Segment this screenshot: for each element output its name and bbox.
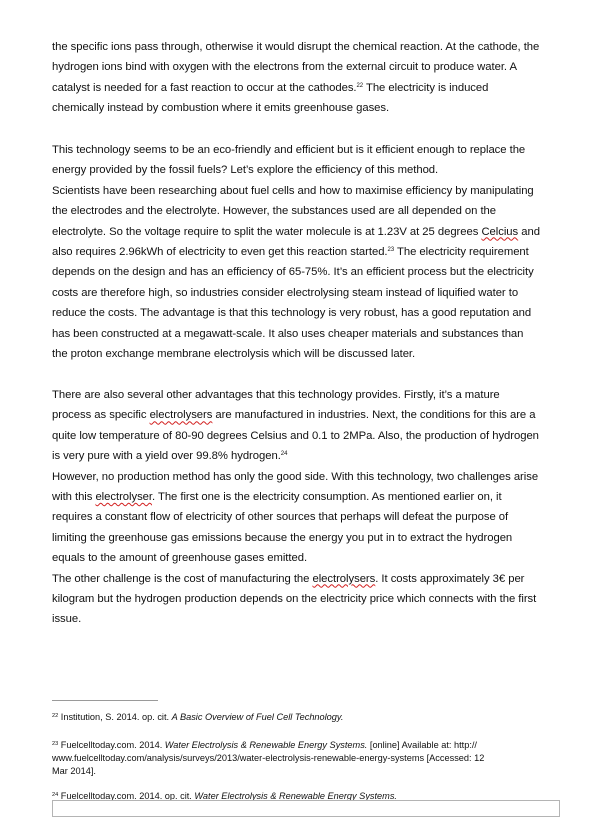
text-line: hydrogen ions bind with oxygen with the electrons from the external circuit to produce water. A: [52, 61, 517, 74]
text-segment: The electricity requirement: [394, 246, 529, 259]
text-segment: and: [518, 225, 540, 238]
text-line: has been constructed at a megawatt-scale. It also uses cheaper materials and substances than: [52, 327, 524, 340]
text-line: the electrodes and the electrolyte. However, the substances used are all depended on the: [52, 205, 497, 218]
text-line: [52, 446, 560, 466]
text-line: [52, 78, 560, 98]
misspelled-word[interactable]: Celcius: [481, 225, 519, 238]
footnote-title: A Basic Overview of Fuel Cell Technology.: [171, 712, 344, 722]
text-segment: The electricity is induced: [363, 81, 489, 94]
text-line: equals to the amount of greenhouse gases emitted.: [52, 552, 308, 565]
footnote-number: 23: [52, 741, 59, 747]
text-line: energy provided by the fossil fuels? Let’s explore the efficiency of this method.: [52, 164, 439, 177]
footnote-number: 22: [52, 713, 59, 719]
text-segment: electrolyte. So the voltage require to split the water molecule is at 1.23V at 25 degrees: [52, 225, 482, 238]
footnote-text: [online] Available at: http://: [367, 740, 477, 750]
text-line: There are also several other advantages that this technology provides. Firstly, it’s a mature: [52, 389, 500, 401]
text-line: [52, 222, 560, 242]
footnote-title: Water Electrolysis & Renewable Energy Systems.: [194, 791, 397, 801]
text-line: requires a constant flow of electricity of other sources that perhaps will defeat the purpose of: [52, 511, 509, 524]
text-line: issue.: [52, 613, 82, 626]
text-line: Scientists have been researching about fuel cells and how to maximise efficiency by manipulating: [52, 184, 534, 197]
footnote-title: Water Electrolysis & Renewable Energy Systems.: [164, 740, 368, 750]
paragraph-2: [52, 140, 560, 364]
footnote-number: 24: [52, 792, 59, 798]
text-line: chemically instead by combustion where it emits greenhouse gases.: [52, 102, 390, 115]
text-segment: process as specific: [52, 409, 150, 422]
misspelled-word[interactable]: electrolysers: [312, 572, 376, 585]
footnote-23: [52, 739, 562, 778]
text-segment: The other challenge is the cost of manufacturing the: [52, 572, 313, 585]
text-segment: catalyst is needed for a fast reaction to occur at the cathodes.: [52, 81, 357, 94]
misspelled-word[interactable]: electrolysers: [149, 409, 213, 422]
text-line: the specific ions pass through, otherwise it would disrupt the chemical reaction. At the cathode, the: [52, 41, 540, 53]
footnote-ref-22: 22: [356, 82, 364, 89]
paragraph-3: [52, 385, 560, 630]
text-line: quite low temperature of 80-90 degrees Celsius and 0.1 to 2MPa. Also, the production of hydrogen: [52, 429, 539, 442]
text-segment: also requires 2.96kWh of electricity to even get this reaction started.: [52, 246, 388, 259]
footnote-text: Fuelcelltoday.com. 2014. op. cit.: [58, 791, 195, 801]
footnote-ref-24: 24: [280, 451, 288, 458]
footnote-line: [52, 739, 562, 752]
text-line: However, no production method has only the good side. With this technology, two challenges arise: [52, 470, 539, 483]
text-segment: . It costs approximately 3€ per: [375, 572, 525, 585]
text-line: [52, 242, 560, 262]
footnote-line: Mar 2014].: [52, 766, 96, 776]
text-line: reduce the costs. The advantage is that this technology is very robust, has a good reputation and: [52, 307, 532, 320]
footnote-ref-23: 23: [387, 247, 395, 254]
text-line: kilogram but the hydrogen production depends on the electricity price which connects with the first: [52, 593, 537, 606]
misspelled-word[interactable]: electrolyser: [95, 491, 152, 504]
footnote-text: Institution, S. 2014. op. cit.: [58, 712, 172, 722]
text-segment: is very pure with a yield over 99.8% hydrogen.: [52, 450, 281, 463]
text-line: depends on the design and has an efficiency of 65-75%. It’s an efficient process but the electricity: [52, 266, 534, 279]
text-line: [52, 405, 560, 425]
text-line: the proton exchange membrane electrolysis which will be discussed later.: [52, 348, 416, 361]
footnote-22: [52, 711, 562, 724]
text-line: [52, 487, 560, 507]
text-segment: . The first one is the electricity consumption. As mentioned earlier on, it: [152, 491, 502, 504]
footnote-selection-box[interactable]: [52, 800, 560, 817]
footnote-line: www.fuelcelltoday.com/analysis/surveys/2013/water-electrolysis-renewable-energy-systems [Accessed: 12: [52, 753, 485, 763]
text-line: This technology seems to be an eco-friendly and efficient but is it efficient enough to replace the: [52, 144, 526, 156]
paragraph-1: [52, 37, 560, 119]
footnote-separator: [52, 700, 158, 701]
text-segment: with this: [52, 491, 96, 504]
text-line: [52, 569, 560, 589]
text-line: limiting the greenhouse gas emissions because the energy you put in to extract the hydrogen: [52, 531, 513, 544]
text-segment: are manufactured in industries. Next, the conditions for this are a: [212, 409, 536, 422]
footnote-text: Fuelcelltoday.com. 2014.: [58, 740, 165, 750]
text-line: costs are therefore high, so industries consider electrolysing steam instead of liquified water to: [52, 286, 519, 299]
